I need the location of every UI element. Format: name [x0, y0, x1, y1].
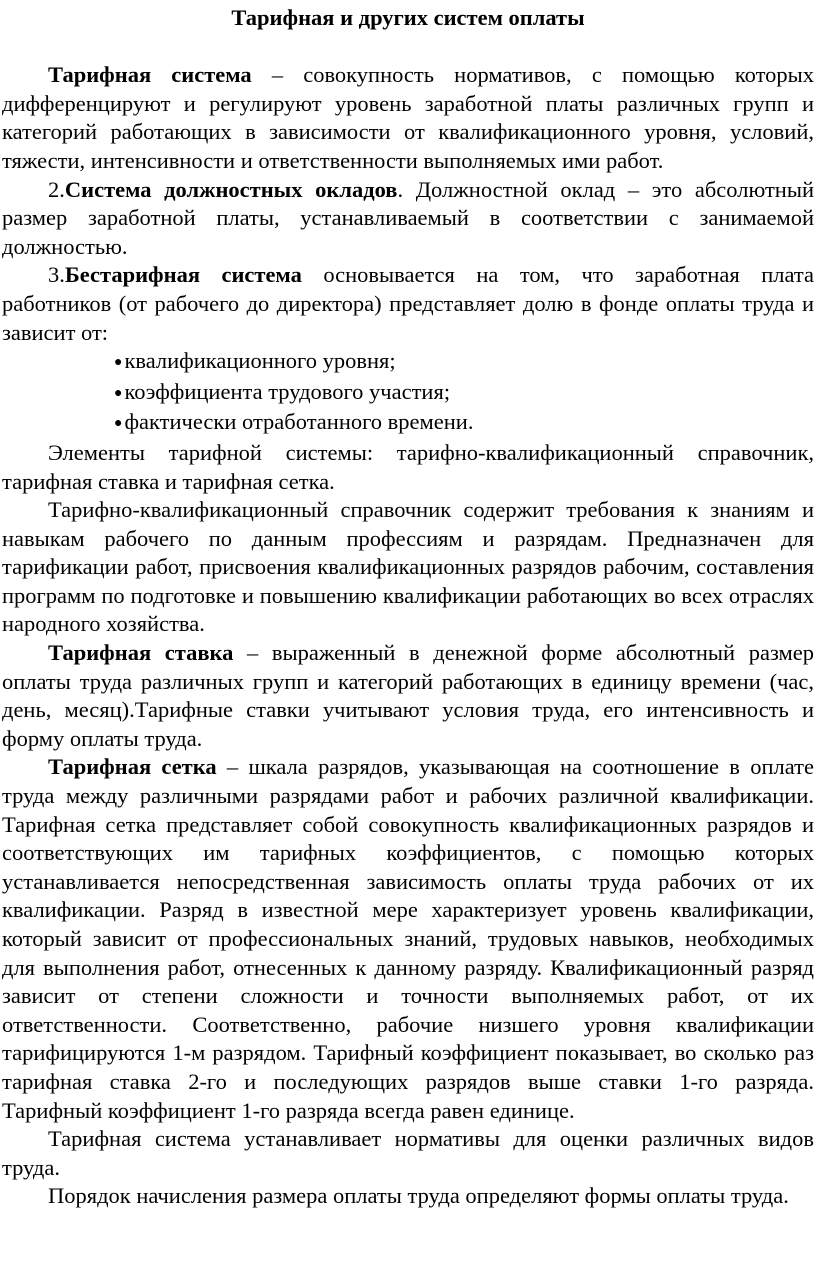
paragraph-tariff-system: [2, 61, 814, 175]
list-item: ●коэффициента трудового участия;: [114, 378, 451, 404]
term-tariff-grid: Тарифная сетка: [48, 754, 217, 780]
paragraph-elements: Элементы тарифной системы: тарифно-квалификационный справочник, тарифная ставка и тарифная сетка.: [2, 439, 814, 494]
bullet-icon: ●: [114, 416, 123, 432]
term-salary-system: Система должностных окладов: [64, 176, 398, 202]
list-item: ●фактически отработанного времени.: [114, 409, 474, 435]
bullet-icon: ●: [114, 385, 123, 401]
item-number: 2.: [48, 176, 65, 202]
paragraph-text: – шкала разрядов, указывающая на соотношение в оплате труда между различными разрядами работ и рабочих различной квалификации. Тарифная сетка представляет собой совокупность квалификационных разрядов и соответствующих им тарифных коэффициентов, с помощью которых устанавливается непосредственная зависимость оплаты труда рабочих от их квалификации. Разряд в известной мере характеризует уровень квалификации, который зависит от профессиональных знаний, трудовых навыков, необходимых для выполнения работ, отнесенных к данному разряду. Квалификационный разряд зависит от степени сложности и точности выполняемых работ, от их ответственности. Соответственно, рабочие низшего уровня квалификации тарифицируются 1-м разрядом. Тарифный коэффициент показывает, во сколько раз тарифная ставка 2-го и последующих разрядов выше ставки 1-го разряда. Тарифный коэффициент 1-го разряда всегда равен единице.: [2, 754, 814, 1123]
paragraph-handbook: Тарифно-квалификационный справочник содержит требования к знаниям и навыкам рабочего по данным профессиям и разрядам. Предназначен для тарификации работ, присвоения квалификационных разрядов рабочим, составления программ по подготовке и повышению квалификации работающих во всех отраслях народного хозяйства.: [2, 497, 814, 637]
term-tariff-system: Тарифная система: [48, 62, 252, 88]
term-tariff-rate: Тарифная ставка: [48, 640, 234, 666]
item-number: 3.: [48, 262, 65, 288]
factor-list: [2, 347, 814, 439]
paragraph-text: . Должностной оклад – это абсолютный размер заработной платы, устанавливаемый в соответствии с занимаемой должностью.: [2, 176, 815, 259]
paragraph-salary-system: [2, 176, 814, 262]
paragraph-norms: Тарифная система устанавливает нормативы для оценки различных видов труда.: [2, 1126, 814, 1180]
paragraph-tariff-rate: [2, 639, 814, 753]
paragraph-text: – выраженный в денежной форме абсолютный размер оплаты труда различных групп и категорий работающих в единицу времени (час, день, месяц).Тарифные ставки учитывают условия труда, его интенсивность и форму оплаты труда.: [2, 640, 814, 751]
list-item: ●квалификационного уровня;: [114, 348, 396, 374]
paragraph-payment-forms: Порядок начисления размера оплаты труда определяют формы оплаты труда.: [48, 1183, 789, 1209]
bullet-icon: ●: [114, 355, 123, 371]
paragraph-tariff-grid: [2, 753, 814, 1125]
paragraph-text: основывается на том, что заработная плата работников (от рабочего до директора) представляет долю в фонде оплаты труда и зависит от:: [2, 262, 814, 345]
paragraph-text: – совокупность нормативов, с помощью которых дифференцируют и регулируют уровень заработной платы различных групп и категорий работающих в зависимости от квалификационного уровня, условий, тяжести, интенсивности и ответственности выполняемых ими работ.: [2, 62, 814, 173]
paragraph-non-tariff-system: [2, 261, 814, 347]
term-non-tariff-system: Бестарифная система: [64, 262, 302, 288]
document-title: Тарифная и других систем оплаты: [231, 5, 585, 30]
